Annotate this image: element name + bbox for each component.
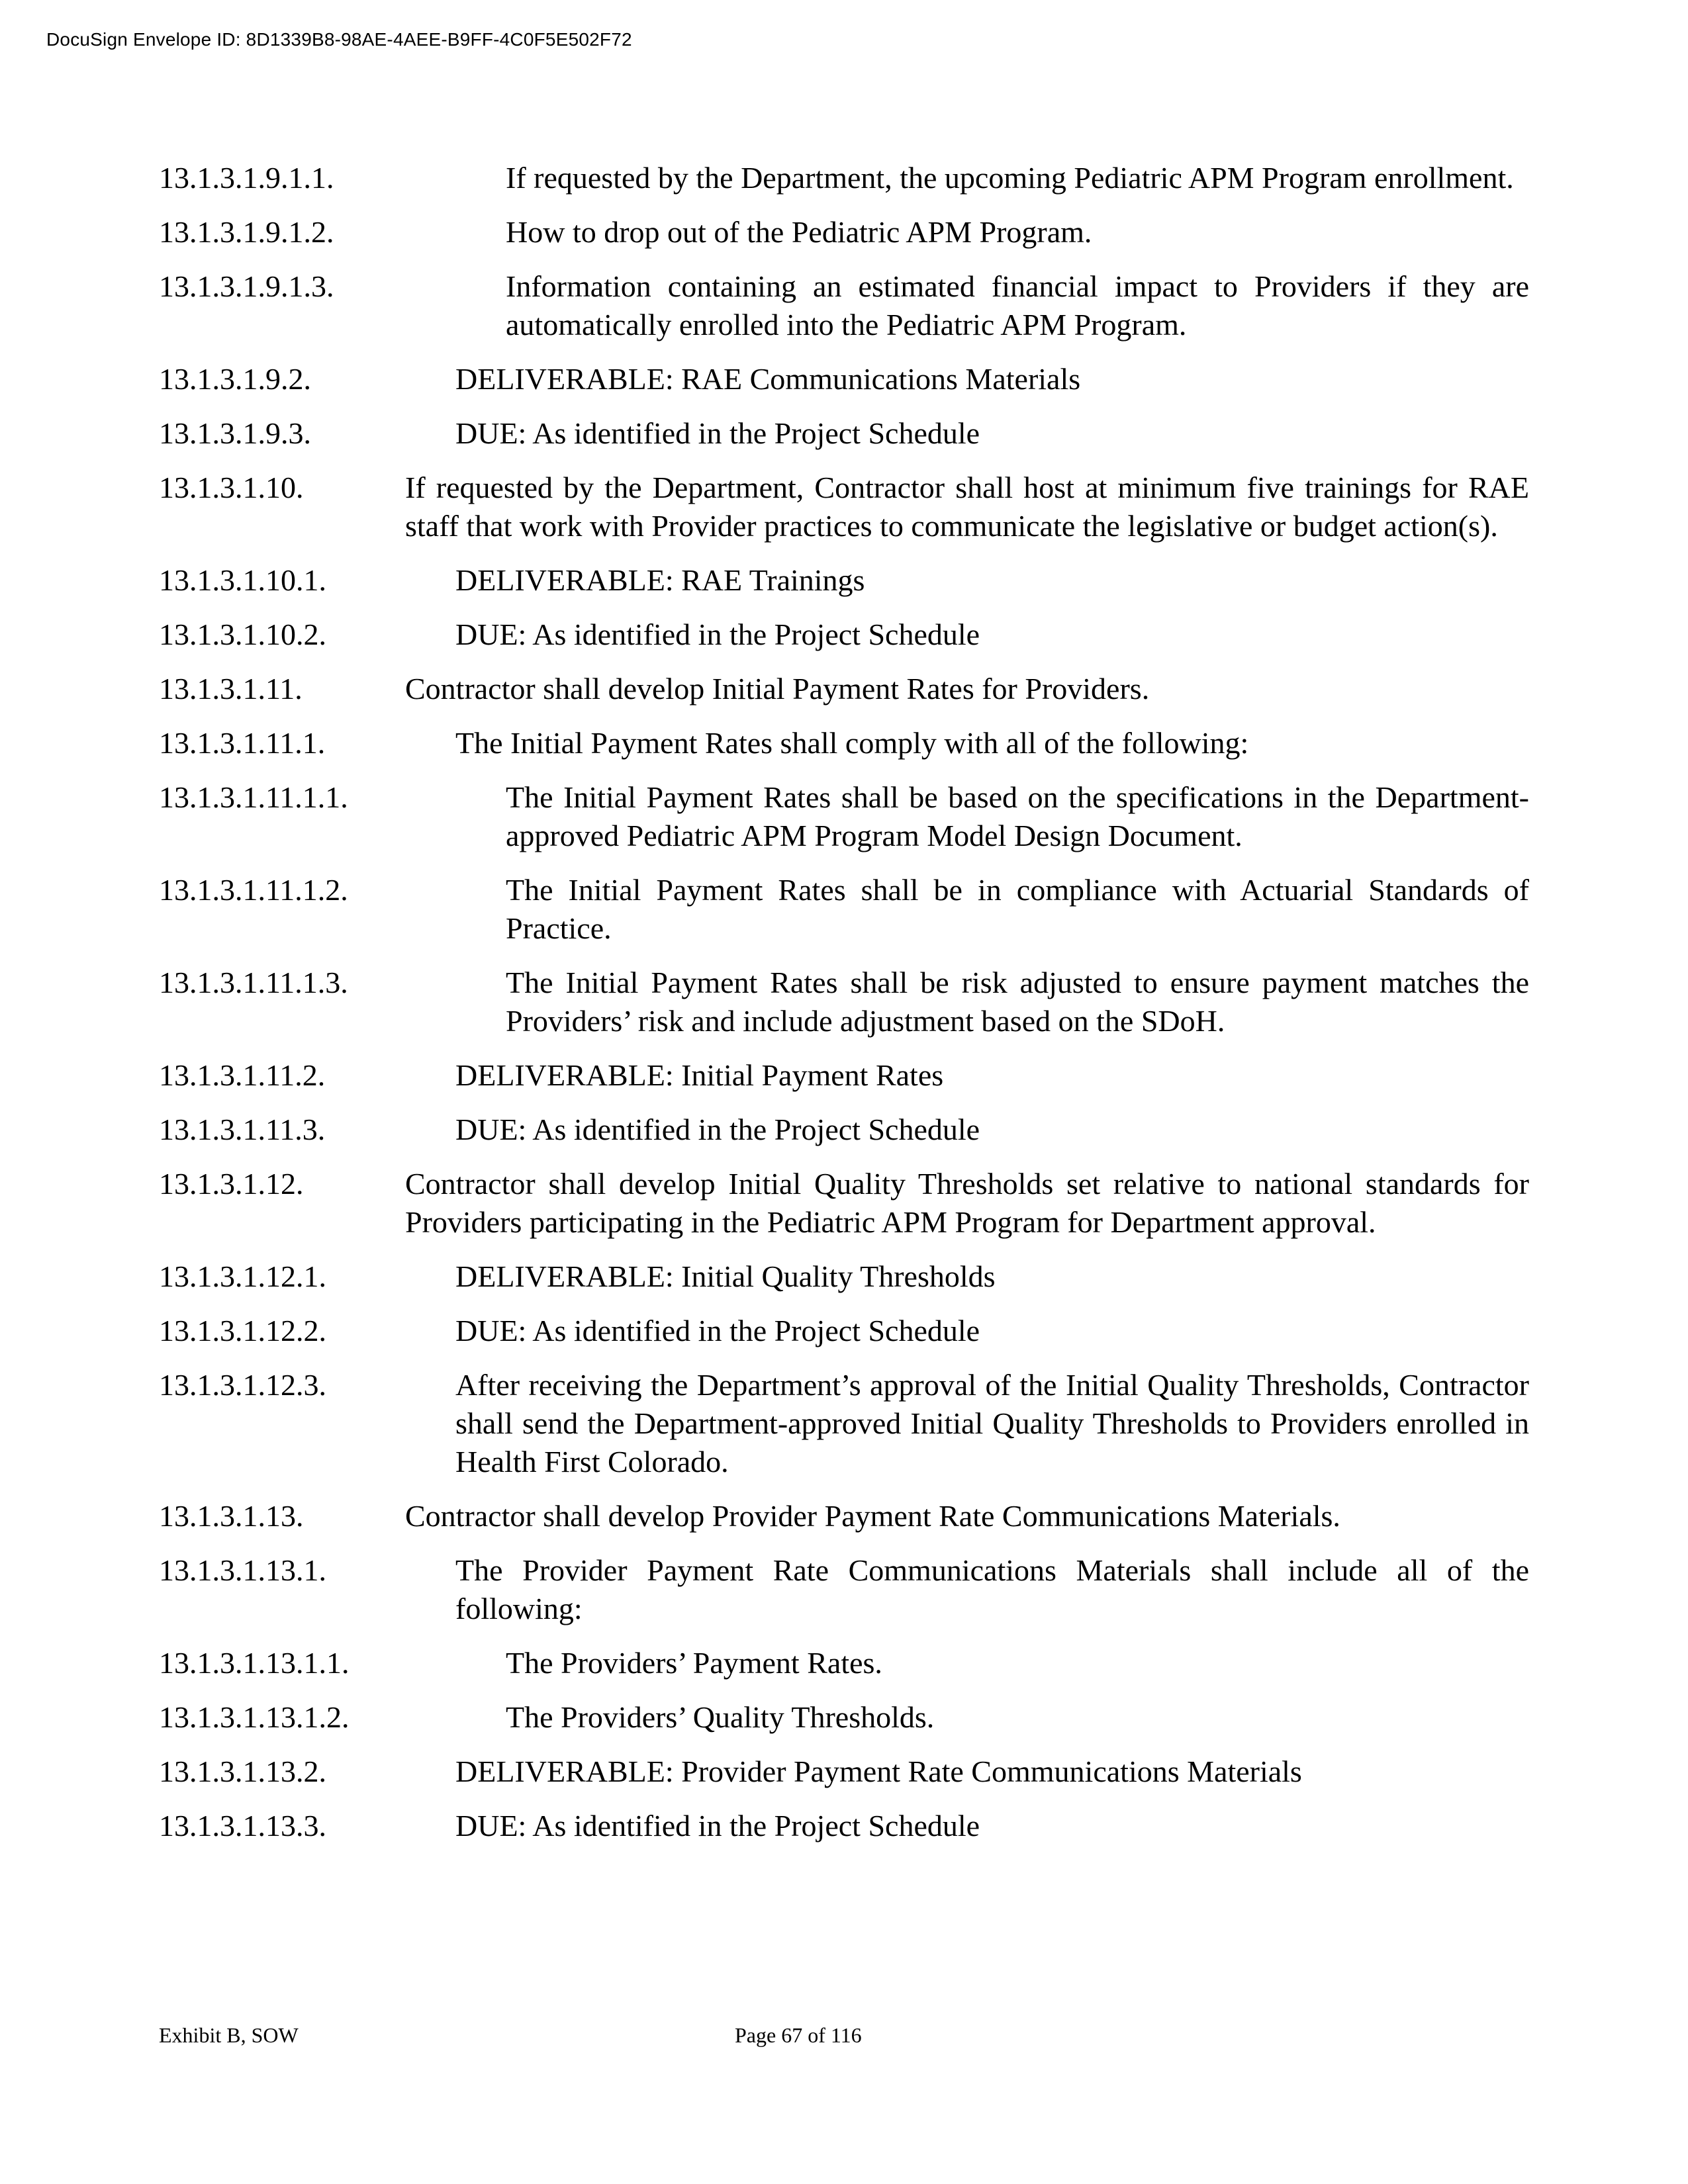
section-number: 13.1.3.1.13.1.2. (159, 1700, 350, 1734)
section-text: DELIVERABLE: Provider Payment Rate Communications Materials (455, 1754, 1302, 1788)
section-item (159, 1111, 1529, 1149)
section-item (159, 1257, 1529, 1296)
section-number: 13.1.3.1.13.1.1. (159, 1646, 350, 1680)
section-number: 13.1.3.1.11.3. (159, 1113, 326, 1146)
section-number: 13.1.3.1.13.2. (159, 1754, 326, 1788)
section-item (159, 1056, 1529, 1095)
section-text: DELIVERABLE: RAE Communications Materials (455, 362, 1081, 396)
section-item (159, 1312, 1529, 1350)
section-number: 13.1.3.1.13. (159, 1499, 304, 1533)
section-text: The Providers’ Payment Rates. (506, 1646, 882, 1680)
section-number: 13.1.3.1.12.1. (159, 1259, 326, 1293)
section-item (159, 360, 1529, 398)
section-number: 13.1.3.1.10.1. (159, 563, 326, 597)
section-item (159, 1497, 1529, 1535)
section-text: Contractor shall develop Initial Payment Rates for Providers. (405, 672, 1150, 705)
section-item (159, 213, 1529, 251)
section-number: 13.1.3.1.9.2. (159, 362, 311, 396)
section-text: Contractor shall develop Initial Quality Thresholds set relative to national standards for Providers participating in the Pediatric APM Program for Department approval. (405, 1167, 1529, 1239)
section-item (159, 778, 1529, 855)
section-text: If requested by the Department, Contractor shall host at minimum five trainings for RAE staff that work with Provider practices to communicate the legislative or budget action(s). (405, 471, 1529, 543)
section-text: The Initial Payment Rates shall be based on the specifications in the Department-approved Pediatric APM Program Model Design Document. (506, 780, 1529, 852)
section-number: 13.1.3.1.11.2. (159, 1058, 326, 1092)
section-item (159, 871, 1529, 948)
section-text: DELIVERABLE: RAE Trainings (455, 563, 865, 597)
section-text: DELIVERABLE: Initial Quality Thresholds (455, 1259, 996, 1293)
section-number: 13.1.3.1.9.1.3. (159, 269, 334, 303)
section-number: 13.1.3.1.11.1.2. (159, 873, 348, 907)
section-item (159, 1644, 1529, 1682)
section-text: DUE: As identified in the Project Schedule (455, 416, 980, 450)
section-number: 13.1.3.1.11.1. (159, 726, 326, 760)
section-item (159, 724, 1529, 762)
section-text: Contractor shall develop Provider Payment Rate Communications Materials. (405, 1499, 1340, 1533)
section-number: 13.1.3.1.11.1.1. (159, 780, 348, 814)
section-number: 13.1.3.1.10. (159, 471, 304, 504)
section-text: Information containing an estimated financial impact to Providers if they are automatically enrolled into the Pediatric APM Program. (506, 269, 1529, 341)
section-item (159, 267, 1529, 344)
document-body (159, 159, 1529, 1861)
section-item (159, 1752, 1529, 1791)
section-text: DUE: As identified in the Project Schedule (455, 1113, 980, 1146)
section-text: How to drop out of the Pediatric APM Program. (506, 215, 1092, 249)
section-number: 13.1.3.1.11. (159, 672, 303, 705)
section-text: The Provider Payment Rate Communications Materials shall include all of the following: (455, 1553, 1529, 1625)
section-item (159, 159, 1529, 197)
docusign-envelope-id: DocuSign Envelope ID: 8D1339B8-98AE-4AEE-B9FF-4C0F5E502F72 (46, 29, 632, 50)
footer-exhibit-label: Exhibit B, SOW (159, 2023, 299, 2047)
section-text: DUE: As identified in the Project Schedule (455, 1314, 980, 1347)
section-text: DUE: As identified in the Project Schedule (455, 617, 980, 651)
section-text: The Initial Payment Rates shall be in compliance with Actuarial Standards of Practice. (506, 873, 1529, 945)
section-text: If requested by the Department, the upcoming Pediatric APM Program enrollment. (506, 161, 1514, 195)
section-item (159, 469, 1529, 545)
section-item (159, 561, 1529, 600)
section-item (159, 1807, 1529, 1845)
section-number: 13.1.3.1.12. (159, 1167, 304, 1201)
section-text: After receiving the Department’s approval of the Initial Quality Thresholds, Contractor shall send the Department-approved Initial Quality Thresholds to Providers enrolled in Health First Colorado. (455, 1368, 1529, 1479)
footer-page-number: Page 67 of 116 (735, 2023, 862, 2047)
section-number: 13.1.3.1.12.2. (159, 1314, 326, 1347)
section-number: 13.1.3.1.9.1.2. (159, 215, 334, 249)
section-text: The Initial Payment Rates shall be risk adjusted to ensure payment matches the Providers’ risk and include adjustment based on the SDoH. (506, 966, 1529, 1038)
section-item (159, 1551, 1529, 1628)
section-item (159, 1165, 1529, 1242)
section-text: DUE: As identified in the Project Schedule (455, 1809, 980, 1843)
section-item (159, 414, 1529, 453)
section-item (159, 964, 1529, 1040)
section-number: 13.1.3.1.13.1. (159, 1553, 326, 1587)
section-number: 13.1.3.1.9.1.1. (159, 161, 334, 195)
section-text: The Initial Payment Rates shall comply with all of the following: (455, 726, 1249, 760)
section-number: 13.1.3.1.9.3. (159, 416, 311, 450)
section-item (159, 615, 1529, 654)
section-number: 13.1.3.1.13.3. (159, 1809, 326, 1843)
section-text: The Providers’ Quality Thresholds. (506, 1700, 935, 1734)
section-item (159, 1698, 1529, 1737)
section-text: DELIVERABLE: Initial Payment Rates (455, 1058, 944, 1092)
section-item (159, 1366, 1529, 1481)
section-number: 13.1.3.1.10.2. (159, 617, 326, 651)
section-number: 13.1.3.1.12.3. (159, 1368, 326, 1402)
section-number: 13.1.3.1.11.1.3. (159, 966, 348, 999)
section-item (159, 670, 1529, 708)
